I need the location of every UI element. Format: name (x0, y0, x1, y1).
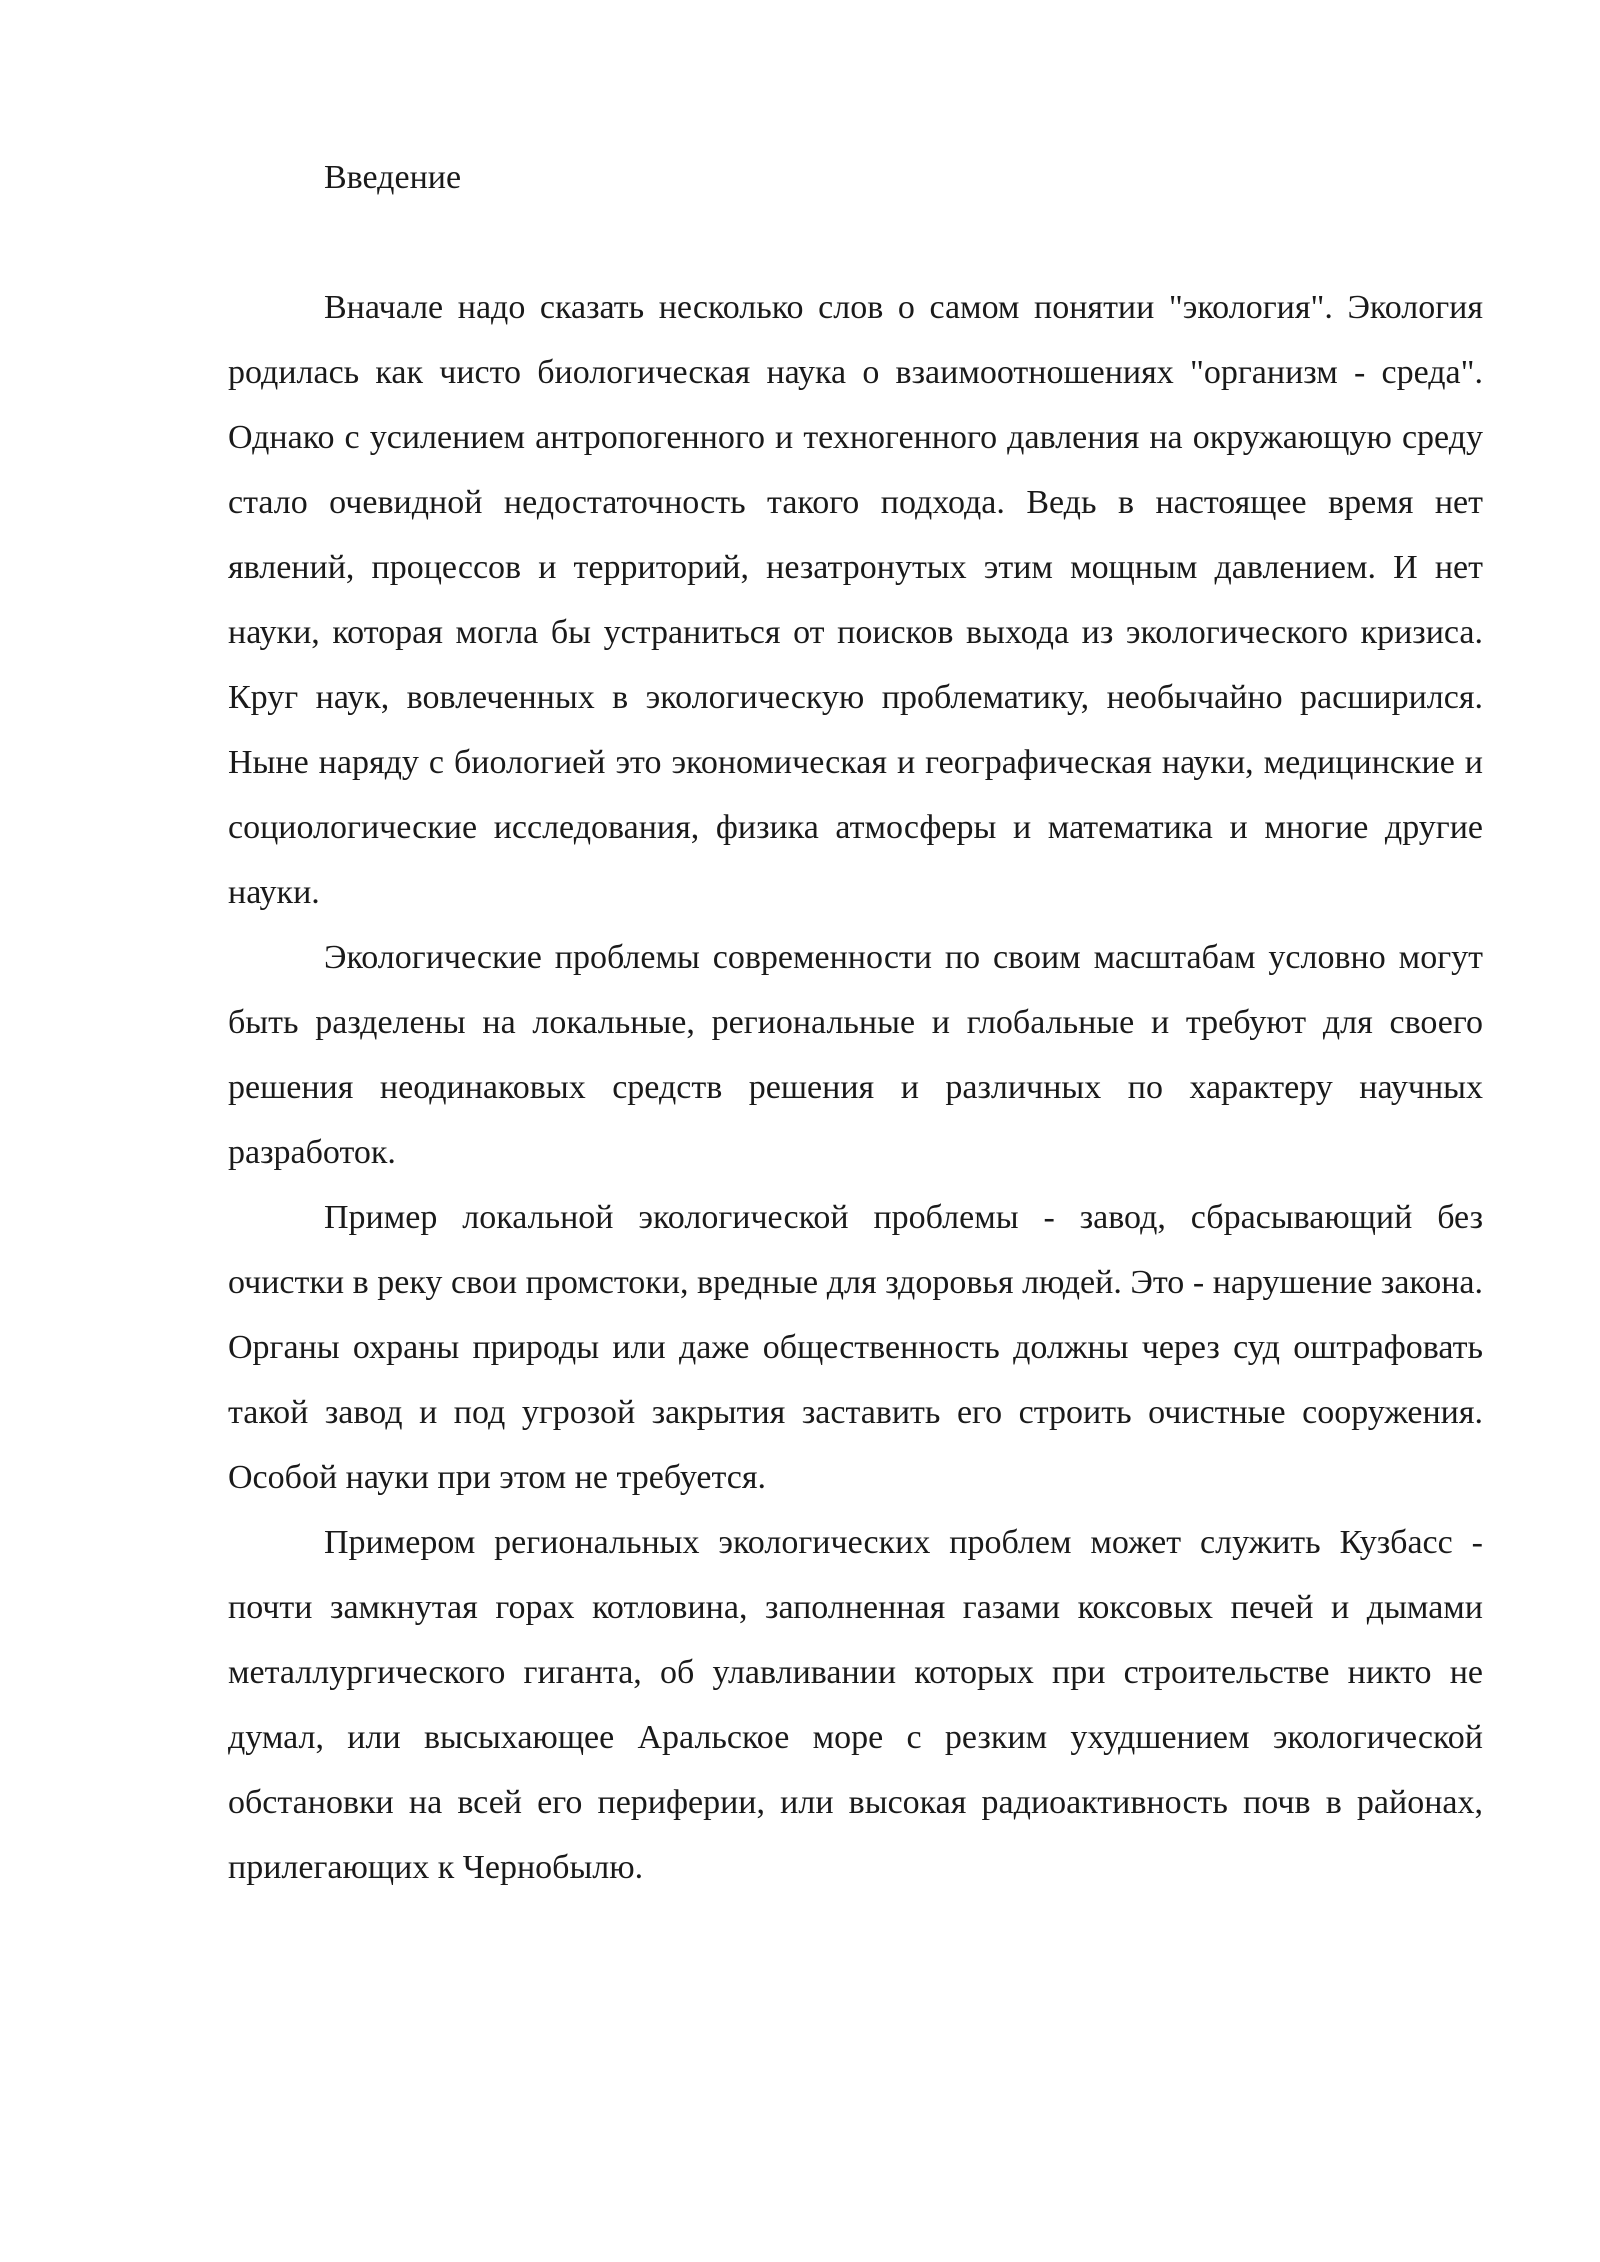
paragraph-regional-problems: Примером региональных экологических проблем может служить Кузбасс - почти замкнутая горах котловина, заполненная газами коксовых печей и дымами металлургического гиганта, об улавливании которых при строительстве никто не думал, или высыхающее Аральское море с резким ухудшением экологической обстановки на всей его периферии, или высокая радиоактивность почв в районах, прилегающих к Чернобылю. (228, 1524, 1483, 1886)
paragraph-ecology-definition: Вначале надо сказать несколько слов о самом понятии "экология". Экология родилась как чисто биологическая наука о взаимоотношениях "организм - среда". Однако с усилением антропогенного и техногенного давления на окружающую среду стало очевидной недостаточность такого подхода. Ведь в настоящее время нет явлений, процессов и территорий, незатронутых этим мощным давлением. И нет науки, которая могла бы устраниться от поисков выхода из экологического кризиса. Круг наук, вовлеченных в экологическую проблематику, необычайно расширился. Ныне наряду с биологией это экономическая и географическая науки, медицинские и социологические исследования, физика атмосферы и математика и многие другие науки. (228, 289, 1483, 911)
paragraph-local-problem: Пример локальной экологической проблемы - завод, сбрасывающий без очистки в реку свои промстоки, вредные для здоровья людей. Это - нарушение закона. Органы охраны природы или даже общественность должны через суд оштрафовать такой завод и под угрозой закрытия заставить его строить очистные сооружения. Особой науки при этом не требуется. (228, 1199, 1483, 1496)
paragraph-problem-scales: Экологические проблемы современности по своим масштабам условно могут быть разделены на локальные, региональные и глобальные и требуют для своего решения неодинаковых средств решения и различных по характеру научных разработок. (228, 939, 1483, 1171)
document-body (228, 145, 1483, 1900)
section-heading: Введение (324, 159, 462, 196)
heading-spacer (228, 210, 1483, 275)
